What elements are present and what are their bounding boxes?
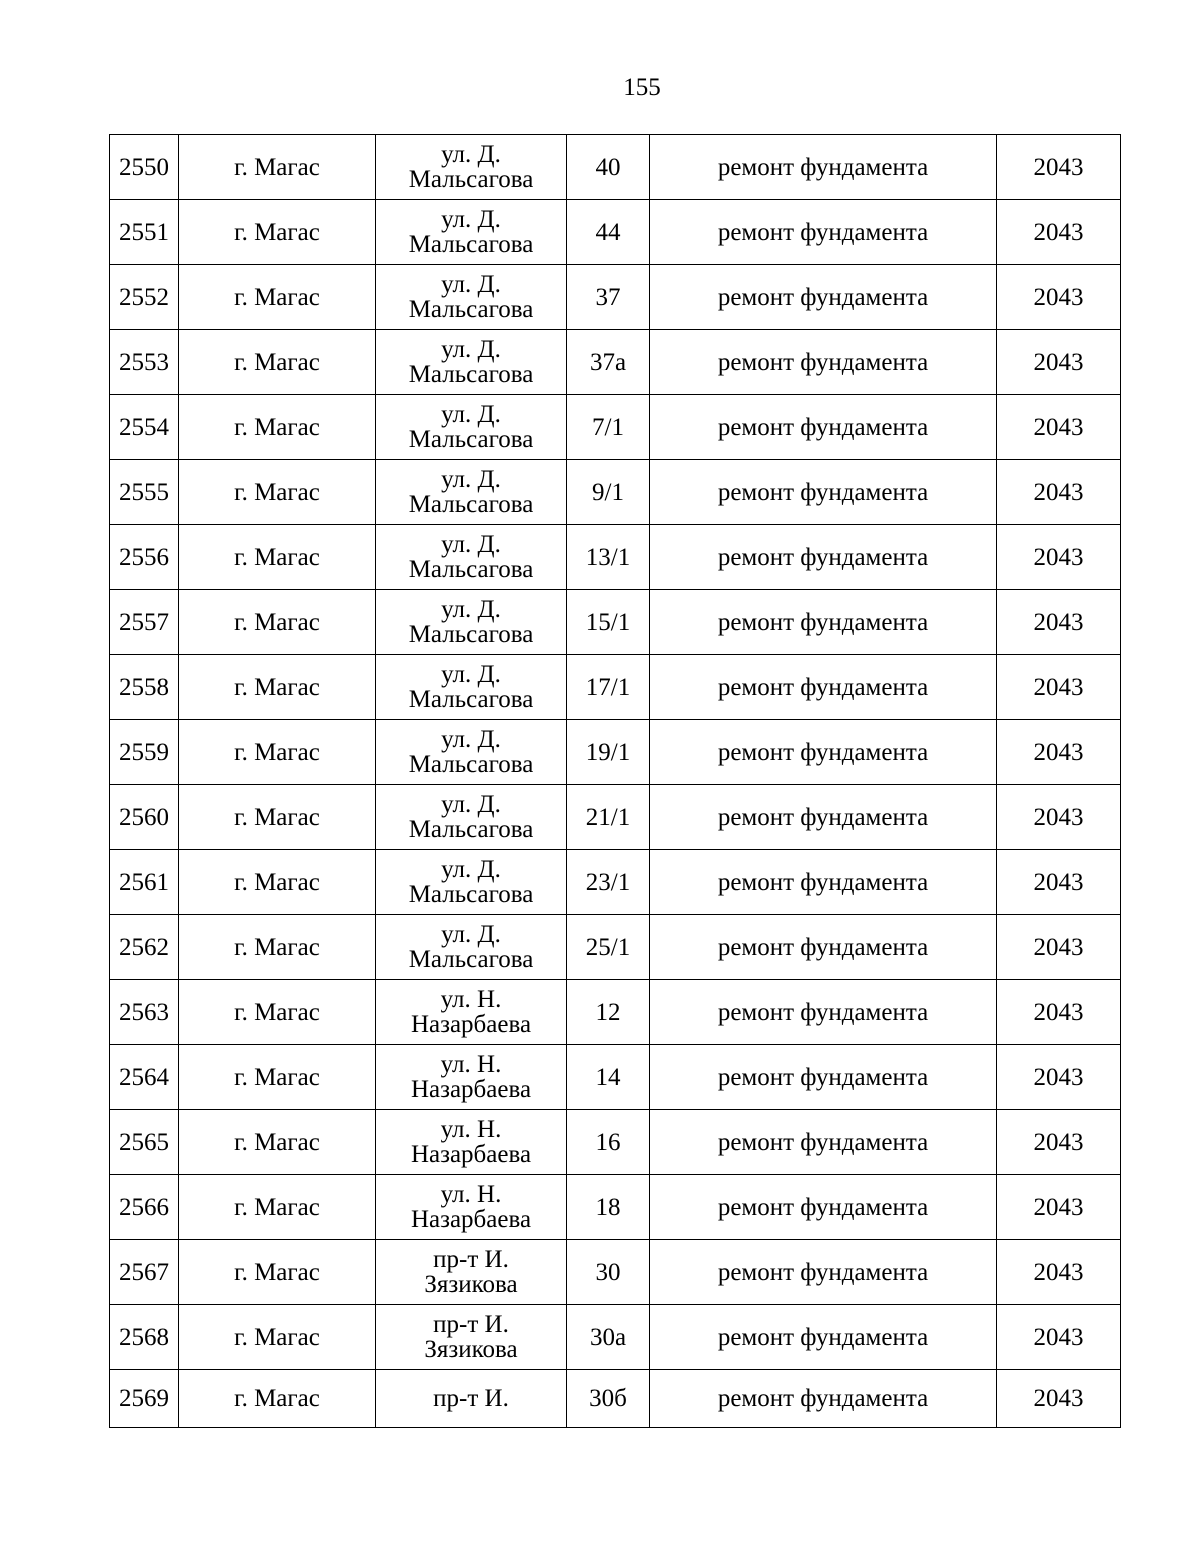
- street-line-1: ул. Д.: [441, 401, 501, 428]
- work-type-cell: ремонт фундамента: [650, 460, 997, 525]
- table-row: [110, 265, 1121, 330]
- street-line-2: Мальсагова: [408, 166, 534, 193]
- table-row: [110, 330, 1121, 395]
- work-type-cell: ремонт фундамента: [650, 720, 997, 785]
- row-number-cell: 2560: [110, 785, 179, 850]
- street-cell: [376, 980, 567, 1045]
- street-line-2: Мальсагова: [408, 556, 534, 583]
- row-number-cell: 2563: [110, 980, 179, 1045]
- street-line-1: ул. Д.: [441, 206, 501, 233]
- repair-schedule-table: [109, 134, 1121, 1428]
- street-line-1: ул. Н.: [440, 1116, 502, 1143]
- street-line-2: Назарбаева: [410, 1141, 532, 1168]
- work-type-cell: ремонт фундамента: [650, 1305, 997, 1370]
- row-number-cell: 2558: [110, 655, 179, 720]
- street-cell: [376, 655, 567, 720]
- work-type-cell: ремонт фундамента: [650, 395, 997, 460]
- table-row: [110, 1045, 1121, 1110]
- street-line-1: ул. Д.: [441, 921, 501, 948]
- street-line-1: пр-т И.: [433, 1311, 509, 1338]
- year-cell: 2043: [997, 460, 1121, 525]
- street-cell: [376, 1305, 567, 1370]
- row-number-cell: 2564: [110, 1045, 179, 1110]
- house-number-cell: 18: [567, 1175, 650, 1240]
- year-cell: 2043: [997, 655, 1121, 720]
- street-line-1: ул. Д.: [441, 531, 501, 558]
- house-number-cell: 17/1: [567, 655, 650, 720]
- city-cell: г. Магас: [179, 135, 376, 200]
- city-cell: г. Магас: [179, 785, 376, 850]
- street-line-1: ул. Д.: [441, 271, 501, 298]
- year-cell: 2043: [997, 1045, 1121, 1110]
- street-line-2: Мальсагова: [408, 881, 534, 908]
- street-line-1: ул. Д.: [441, 856, 501, 883]
- street-cell: [376, 330, 567, 395]
- city-cell: г. Магас: [179, 1305, 376, 1370]
- table-row: [110, 980, 1121, 1045]
- street-cell: [376, 1240, 567, 1305]
- work-type-cell: ремонт фундамента: [650, 1045, 997, 1110]
- city-cell: г. Магас: [179, 1370, 376, 1428]
- row-number-cell: 2555: [110, 460, 179, 525]
- street-line-2: Назарбаева: [410, 1076, 532, 1103]
- street-line-1: ул. Д.: [441, 596, 501, 623]
- street-line-1: ул. Н.: [440, 986, 502, 1013]
- year-cell: 2043: [997, 135, 1121, 200]
- table-row: [110, 460, 1121, 525]
- street-line-1: ул. Д.: [441, 141, 501, 168]
- work-type-cell: ремонт фундамента: [650, 1240, 997, 1305]
- street-cell: [376, 785, 567, 850]
- row-number-cell: 2553: [110, 330, 179, 395]
- street-line-1: ул. Н.: [440, 1051, 502, 1078]
- year-cell: 2043: [997, 1175, 1121, 1240]
- year-cell: 2043: [997, 915, 1121, 980]
- table-row: [110, 395, 1121, 460]
- table-row: [110, 1175, 1121, 1240]
- year-cell: 2043: [997, 1370, 1121, 1428]
- table-row: [110, 720, 1121, 785]
- street-line-2: Мальсагова: [408, 361, 534, 388]
- street-cell: [376, 850, 567, 915]
- street-cell: [376, 1175, 567, 1240]
- street-line-1: пр-т И.: [433, 1246, 509, 1273]
- house-number-cell: 30: [567, 1240, 650, 1305]
- street-line-1: ул. Д.: [441, 726, 501, 753]
- work-type-cell: ремонт фундамента: [650, 850, 997, 915]
- city-cell: г. Магас: [179, 200, 376, 265]
- city-cell: г. Магас: [179, 265, 376, 330]
- house-number-cell: 30а: [567, 1305, 650, 1370]
- work-type-cell: ремонт фундамента: [650, 265, 997, 330]
- house-number-cell: 40: [567, 135, 650, 200]
- city-cell: г. Магас: [179, 1240, 376, 1305]
- table-row: [110, 525, 1121, 590]
- city-cell: г. Магас: [179, 395, 376, 460]
- street-line-1: ул. Д.: [441, 336, 501, 363]
- house-number-cell: 16: [567, 1110, 650, 1175]
- house-number-cell: 7/1: [567, 395, 650, 460]
- city-cell: г. Магас: [179, 850, 376, 915]
- house-number-cell: 23/1: [567, 850, 650, 915]
- street-line-1: ул. Д.: [441, 791, 501, 818]
- page-number: 155: [623, 74, 661, 101]
- street-cell: [376, 1110, 567, 1175]
- year-cell: 2043: [997, 850, 1121, 915]
- work-type-cell: ремонт фундамента: [650, 1370, 997, 1428]
- street-cell: [376, 590, 567, 655]
- street-cell: [376, 265, 567, 330]
- work-type-cell: ремонт фундамента: [650, 1175, 997, 1240]
- work-type-cell: ремонт фундамента: [650, 525, 997, 590]
- house-number-cell: 12: [567, 980, 650, 1045]
- year-cell: 2043: [997, 1240, 1121, 1305]
- work-type-cell: ремонт фундамента: [650, 655, 997, 720]
- table-body: [110, 135, 1121, 1428]
- street-line-2: Зязикова: [424, 1336, 518, 1363]
- city-cell: г. Магас: [179, 1110, 376, 1175]
- city-cell: г. Магас: [179, 1175, 376, 1240]
- house-number-cell: 37: [567, 265, 650, 330]
- row-number-cell: 2552: [110, 265, 179, 330]
- year-cell: 2043: [997, 525, 1121, 590]
- year-cell: 2043: [997, 1110, 1121, 1175]
- year-cell: 2043: [997, 330, 1121, 395]
- city-cell: г. Магас: [179, 460, 376, 525]
- work-type-cell: ремонт фундамента: [650, 785, 997, 850]
- row-number-cell: 2565: [110, 1110, 179, 1175]
- row-number-cell: 2559: [110, 720, 179, 785]
- street-line-2: Мальсагова: [408, 686, 534, 713]
- street-line-2: Мальсагова: [408, 426, 534, 453]
- street-line-2: Мальсагова: [408, 816, 534, 843]
- table-row: [110, 1305, 1121, 1370]
- table-row: [110, 850, 1121, 915]
- row-number-cell: 2551: [110, 200, 179, 265]
- house-number-cell: 13/1: [567, 525, 650, 590]
- row-number-cell: 2554: [110, 395, 179, 460]
- year-cell: 2043: [997, 395, 1121, 460]
- city-cell: г. Магас: [179, 915, 376, 980]
- table-row: [110, 655, 1121, 720]
- street-line-2: Мальсагова: [408, 621, 534, 648]
- street-line-2: Зязикова: [424, 1271, 518, 1298]
- house-number-cell: 9/1: [567, 460, 650, 525]
- house-number-cell: 19/1: [567, 720, 650, 785]
- year-cell: 2043: [997, 590, 1121, 655]
- house-number-cell: 44: [567, 200, 650, 265]
- row-number-cell: 2567: [110, 1240, 179, 1305]
- street-cell: [376, 460, 567, 525]
- house-number-cell: 25/1: [567, 915, 650, 980]
- row-number-cell: 2568: [110, 1305, 179, 1370]
- table-row: [110, 785, 1121, 850]
- house-number-cell: 15/1: [567, 590, 650, 655]
- table-row: [110, 915, 1121, 980]
- year-cell: 2043: [997, 720, 1121, 785]
- city-cell: г. Магас: [179, 330, 376, 395]
- street-line-2: Мальсагова: [408, 946, 534, 973]
- year-cell: 2043: [997, 980, 1121, 1045]
- street-line-1: ул. Д.: [441, 661, 501, 688]
- street-line-2: Мальсагова: [408, 231, 534, 258]
- work-type-cell: ремонт фундамента: [650, 590, 997, 655]
- street-line-2: Мальсагова: [408, 751, 534, 778]
- city-cell: г. Магас: [179, 655, 376, 720]
- city-cell: г. Магас: [179, 525, 376, 590]
- house-number-cell: 21/1: [567, 785, 650, 850]
- street-cell: [376, 200, 567, 265]
- house-number-cell: 37а: [567, 330, 650, 395]
- work-type-cell: ремонт фундамента: [650, 330, 997, 395]
- street-cell: [376, 395, 567, 460]
- work-type-cell: ремонт фундамента: [650, 1110, 997, 1175]
- city-cell: г. Магас: [179, 590, 376, 655]
- city-cell: г. Магас: [179, 1045, 376, 1110]
- work-type-cell: ремонт фундамента: [650, 915, 997, 980]
- year-cell: 2043: [997, 265, 1121, 330]
- street-line-2: Назарбаева: [410, 1011, 532, 1038]
- street-line-1: ул. Д.: [441, 466, 501, 493]
- street-cell: [376, 1370, 567, 1428]
- row-number-cell: 2569: [110, 1370, 179, 1428]
- work-type-cell: ремонт фундамента: [650, 980, 997, 1045]
- work-type-cell: ремонт фундамента: [650, 200, 997, 265]
- city-cell: г. Магас: [179, 720, 376, 785]
- street-cell: [376, 525, 567, 590]
- street-cell: [376, 720, 567, 785]
- street-line-2: Мальсагова: [408, 296, 534, 323]
- year-cell: 2043: [997, 785, 1121, 850]
- street-cell: [376, 915, 567, 980]
- row-number-cell: 2550: [110, 135, 179, 200]
- table-row: [110, 1240, 1121, 1305]
- row-number-cell: 2557: [110, 590, 179, 655]
- table-row: [110, 1110, 1121, 1175]
- city-cell: г. Магас: [179, 980, 376, 1045]
- row-number-cell: 2562: [110, 915, 179, 980]
- street-cell: [376, 135, 567, 200]
- row-number-cell: 2566: [110, 1175, 179, 1240]
- table-row: [110, 1370, 1121, 1428]
- street-cell: [376, 1045, 567, 1110]
- street-line-2: Мальсагова: [408, 491, 534, 518]
- table-row: [110, 200, 1121, 265]
- street-line-2: Назарбаева: [410, 1206, 532, 1233]
- table-row: [110, 135, 1121, 200]
- row-number-cell: 2556: [110, 525, 179, 590]
- table-row: [110, 590, 1121, 655]
- street-line-1: пр-т И.: [433, 1385, 509, 1412]
- work-type-cell: ремонт фундамента: [650, 135, 997, 200]
- house-number-cell: 30б: [567, 1370, 650, 1428]
- row-number-cell: 2561: [110, 850, 179, 915]
- house-number-cell: 14: [567, 1045, 650, 1110]
- year-cell: 2043: [997, 1305, 1121, 1370]
- street-line-1: ул. Н.: [440, 1181, 502, 1208]
- year-cell: 2043: [997, 200, 1121, 265]
